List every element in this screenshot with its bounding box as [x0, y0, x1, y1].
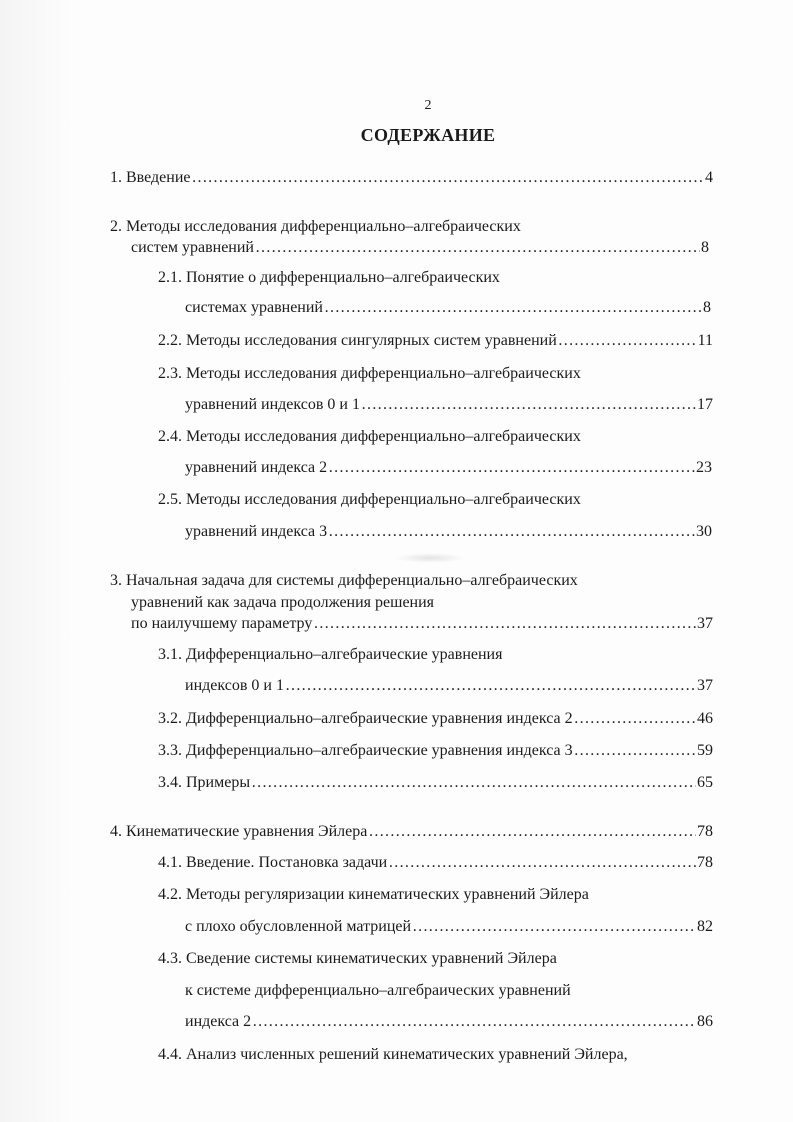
toc-entry-title: уравнений индексов 0 и 1 [185, 396, 360, 413]
leader-dots [574, 709, 696, 729]
toc-page-number: 17 [697, 396, 713, 413]
toc-entry-3[interactable] [131, 614, 713, 634]
page-number: 2 [424, 98, 432, 113]
leader-dots [368, 822, 696, 842]
toc-page-number: 4 [705, 169, 713, 186]
toc-entry-2-5[interactable] [185, 522, 712, 542]
leader-dots [192, 168, 705, 188]
toc-entry-title: 3.3. Дифференциально–алгебраические уравнения индекса 3 [158, 742, 573, 759]
leader-dots [324, 298, 702, 318]
toc-entry-4-3-line1[interactable]: 4.3. Сведение системы кинематических уравнений Эйлера [158, 950, 557, 967]
toc-entry-4-2-line1[interactable]: 4.2. Методы регуляризации кинематических уравнений Эйлера [158, 886, 589, 903]
toc-entry-title: системах уравнений [185, 299, 323, 316]
toc-entry-4-4-line1[interactable]: 4.4. Анализ численных решений кинематических уравнений Эйлера, [158, 1046, 628, 1063]
toc-entry-3-4[interactable] [158, 773, 713, 793]
toc-entry-title: уравнений индекса 2 [185, 459, 328, 476]
toc-entry-4-3-line2[interactable]: к системе дифференциально–алгебраических уравнений [185, 982, 571, 999]
toc-entry-title: систем уравнений [131, 239, 254, 256]
toc-entry-title: 3.2. Дифференциально–алгебраические уравнения индекса 2 [158, 710, 573, 727]
toc-entry-3-3[interactable] [158, 741, 713, 761]
toc-entry-4-3[interactable] [185, 1012, 713, 1032]
toc-entry-title: 4. Кинематические уравнения Эйлера [110, 823, 368, 840]
toc-entry-title: уравнений индекса 3 [185, 523, 328, 540]
toc-entry-4-2[interactable] [185, 917, 713, 937]
toc-entry-2-3-line1[interactable]: 2.3. Методы исследования дифференциально–алгебраических [158, 365, 581, 382]
toc-page-number: 8 [703, 299, 711, 316]
toc-entry-1[interactable] [110, 168, 713, 188]
toc-entry-2-2[interactable] [158, 331, 713, 351]
toc-entry-4-1[interactable] [158, 853, 713, 873]
leader-dots [388, 853, 696, 873]
toc-page-number: 82 [697, 918, 713, 935]
page-title: СОДЕРЖАНИЕ [360, 125, 496, 145]
leader-dots [412, 917, 696, 937]
leader-dots [252, 1012, 696, 1032]
toc-entry-title: с плохо обусловленной матрицей [185, 918, 412, 935]
toc-entry-2[interactable] [131, 238, 709, 258]
toc-page-number: 23 [696, 459, 712, 476]
toc-entry-3-2[interactable] [158, 709, 713, 729]
leader-dots [313, 614, 696, 634]
toc-entry-title: 1. Введение [110, 169, 191, 186]
leader-dots [251, 773, 696, 793]
toc-page-number: 30 [696, 523, 712, 540]
toc-entry-3-1[interactable] [185, 676, 713, 696]
toc-entry-2-4-line1[interactable]: 2.4. Методы исследования дифференциально–алгебраических [158, 428, 581, 445]
toc-page-number: 78 [697, 854, 713, 871]
toc-entry-2-4[interactable] [185, 458, 712, 478]
toc-entry-title: 3.4. Примеры [158, 774, 251, 791]
toc-page-number: 78 [697, 823, 713, 840]
toc-page-number: 37 [697, 677, 713, 694]
leader-dots [285, 676, 696, 696]
toc-entry-2-1[interactable] [185, 298, 711, 318]
leader-dots [328, 522, 695, 542]
toc-page-number: 65 [697, 774, 713, 791]
toc-entry-title: индексов 0 и 1 [185, 677, 284, 694]
toc-entry-title: по наилучшему параметру [131, 615, 313, 632]
toc-entry-2-line1[interactable]: 2. Методы исследования дифференциально–алгебраических [110, 218, 521, 235]
toc-entry-2-3[interactable] [185, 395, 713, 415]
toc-entry-3-line1[interactable]: 3. Начальная задача для системы дифференциально–алгебраических [110, 572, 578, 589]
toc-entry-title: индекса 2 [185, 1013, 252, 1030]
toc-entry-3-line2[interactable]: уравнений как задача продолжения решения [131, 594, 435, 611]
toc-entry-3-1-line1[interactable]: 3.1. Дифференциально–алгебраические уравнения [158, 646, 503, 663]
leader-dots [255, 238, 700, 258]
toc-entry-title: 4.1. Введение. Постановка задачи [158, 854, 388, 871]
toc-entry-title: 2.2. Методы исследования сингулярных систем уравнений [158, 332, 557, 349]
toc-entry-4[interactable] [110, 822, 713, 842]
leader-dots [361, 395, 696, 415]
leader-dots [574, 741, 696, 761]
leader-dots [558, 331, 697, 351]
toc-entry-2-1-line1[interactable]: 2.1. Понятие о дифференциально–алгебраических [158, 269, 500, 286]
toc-page-number: 11 [697, 332, 713, 349]
toc-page-number: 46 [697, 710, 713, 727]
toc-page-number: 59 [697, 742, 713, 759]
toc-page-number: 86 [697, 1013, 713, 1030]
leader-dots [328, 458, 695, 478]
toc-page-number: 37 [697, 615, 713, 632]
toc-entry-2-5-line1[interactable]: 2.5. Методы исследования дифференциально–алгебраических [158, 491, 581, 508]
toc-page-number: 8 [701, 239, 709, 256]
